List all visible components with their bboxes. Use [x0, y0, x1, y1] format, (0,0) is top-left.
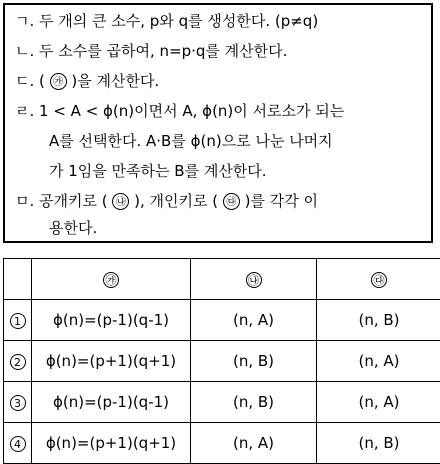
table-row[interactable] [4, 341, 440, 382]
step-c-suffix: )을 계산한다. [66, 72, 160, 90]
phi-cell: ϕ(n)=(p-1)(q-1) [32, 300, 191, 341]
step-d-cont-2: 가 1임을 만족하는 B를 계산한다. [49, 162, 267, 180]
blank-ga-mark: ㉮ [50, 73, 67, 90]
option-number-cell[interactable] [4, 300, 32, 341]
step-c [15, 71, 159, 91]
step-d: ㄹ. 1 < A < ϕ(n)이면서 A, ϕ(n)이 서로소가 되는 [15, 102, 345, 120]
step-c-prefix: ㄷ. ( [15, 72, 50, 90]
header-da-mark: ㉰ [371, 272, 387, 288]
step-e-prefix: ㅁ. 공개키로 ( [15, 192, 113, 210]
public-key-cell: (n, A) [191, 300, 317, 341]
phi-cell: ϕ(n)=(p+1)(q+1) [32, 341, 191, 382]
answer-options-table [3, 258, 440, 464]
table-row[interactable] [4, 382, 440, 423]
step-b: ㄴ. 두 소수를 곱하여, n=p·q를 계산한다. [15, 42, 288, 60]
public-key-cell: (n, A) [191, 423, 317, 464]
private-key-cell: (n, B) [317, 423, 440, 464]
private-key-cell: (n, B) [317, 300, 440, 341]
private-key-cell: (n, A) [317, 341, 440, 382]
option-number-cell[interactable] [4, 382, 32, 423]
header-blank-cell [4, 259, 32, 300]
option-number-cell[interactable] [4, 423, 32, 464]
table-row[interactable] [4, 300, 440, 341]
header-ga [32, 259, 191, 300]
header-ga-mark: ㉮ [103, 272, 119, 288]
blank-da-mark: ㉰ [223, 193, 240, 210]
step-e-cont: 용한다. [49, 219, 98, 237]
step-a: ㄱ. 두 개의 큰 소수, p와 q를 생성한다. (p≠q) [15, 12, 319, 30]
option-number: 1 [10, 313, 26, 329]
step-d-cont-1: A를 선택한다. A·B를 ϕ(n)으로 나눈 나머지 [49, 132, 333, 150]
header-na-mark: ㉯ [246, 272, 262, 288]
option-number: 4 [10, 436, 26, 452]
option-number: 3 [10, 395, 26, 411]
option-number: 2 [10, 354, 26, 370]
private-key-cell: (n, A) [317, 382, 440, 423]
header-na [191, 259, 317, 300]
step-e-suffix: )를 각각 이 [239, 192, 319, 210]
public-key-cell: (n, B) [191, 341, 317, 382]
public-key-cell: (n, B) [191, 382, 317, 423]
table-row[interactable] [4, 423, 440, 464]
phi-cell: ϕ(n)=(p-1)(q-1) [32, 382, 191, 423]
step-e-middle: ), 개인키로 ( [129, 192, 223, 210]
option-number-cell[interactable] [4, 341, 32, 382]
table-header-row [4, 259, 440, 300]
rsa-steps-box [3, 3, 433, 243]
blank-na-mark: ㉯ [112, 193, 129, 210]
step-e [15, 191, 318, 211]
phi-cell: ϕ(n)=(p+1)(q+1) [32, 423, 191, 464]
header-da [317, 259, 440, 300]
